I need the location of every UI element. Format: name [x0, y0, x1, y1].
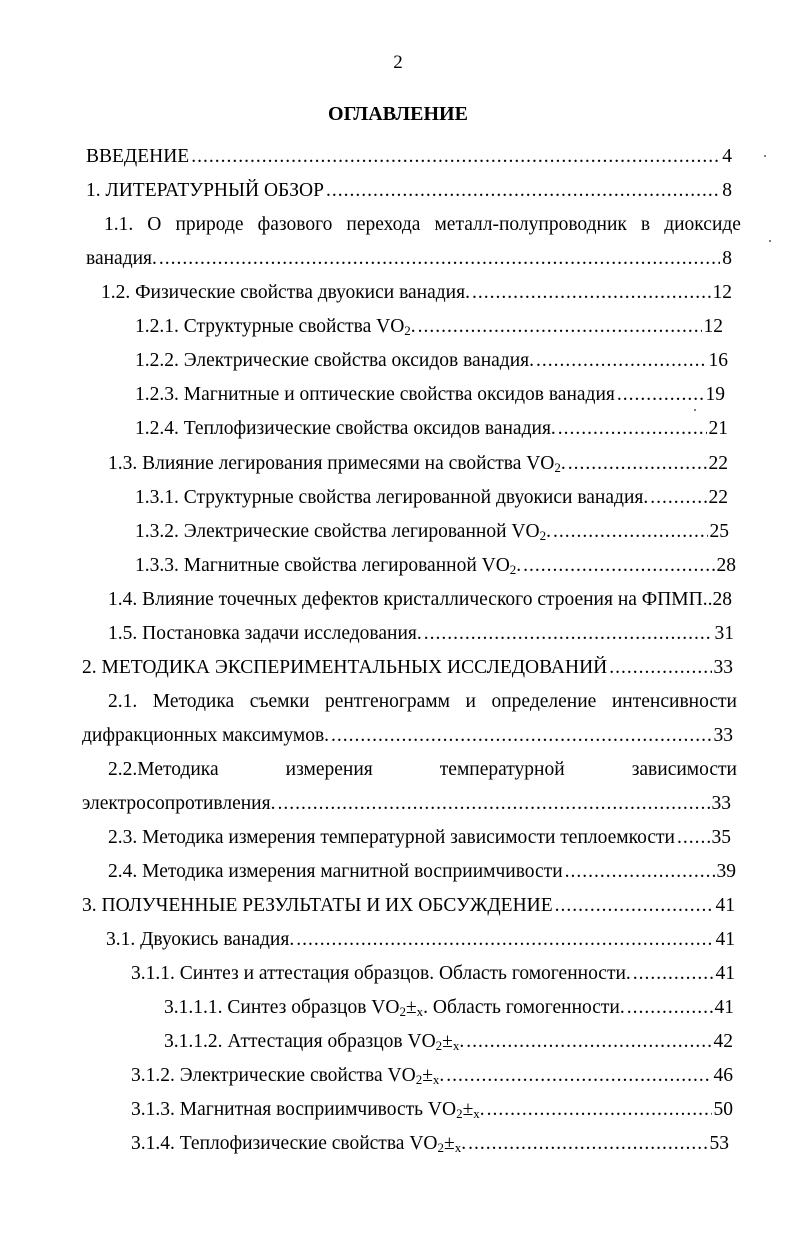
- toc-leader-dots: [468, 1131, 707, 1157]
- toc-title: ОГЛАВЛЕНИЕ: [328, 103, 468, 125]
- toc-leader-dots: [555, 893, 714, 919]
- toc-leader-dots: [487, 1097, 712, 1123]
- toc-entry-text: 1.2.4. Теплофизические свойства оксидов ванадия.: [135, 418, 556, 439]
- toc-leader-dots: [472, 280, 711, 306]
- toc-entry-text: 3.1.1.2. Аттестация образцов $VO_2\pm_x$.: [164, 1031, 465, 1053]
- toc-leader-dots: [617, 382, 704, 408]
- toc-entry-2-2-line2[interactable]: [82, 791, 731, 817]
- toc-entry-page: 33: [713, 725, 733, 746]
- toc-entry-text: 1.2.1. Структурные свойства $VO_2$.: [135, 316, 416, 338]
- toc-entry-chapter-2[interactable]: [82, 655, 733, 681]
- toc-entry-1-2-4[interactable]: [135, 416, 728, 442]
- toc-entry-page: 39: [716, 861, 736, 882]
- toc-leader-dots: [523, 553, 714, 579]
- toc-entry-text: 1.3. Влияние легирования примесями на свойства $VO_2$.: [108, 453, 566, 475]
- toc-entry-page: 41: [715, 895, 735, 916]
- toc-entry-chapter-1[interactable]: [86, 178, 732, 204]
- toc-entry-1-1-line1[interactable]: 1.1. О природе фазового перехода металл-полупроводник в диоксиде: [104, 214, 741, 235]
- toc-entry-page: 19: [705, 384, 725, 405]
- toc-entry-2-1-line1[interactable]: 2.1. Методика съемки рентгенограмм и определение интенсивности: [108, 691, 737, 712]
- toc-entry-text: дифракционных максимумов.: [82, 725, 330, 746]
- toc-entry-page: 21: [708, 418, 728, 439]
- toc-entry-1-4[interactable]: [108, 587, 738, 613]
- toc-leader-dots: [191, 144, 720, 170]
- toc-leader-dots: [159, 246, 720, 272]
- scan-speck: [694, 409, 696, 411]
- toc-entry-1-2-2[interactable]: [135, 348, 728, 374]
- toc-entry-1-2-3[interactable]: [135, 382, 725, 408]
- toc-entry-3-1-1-1[interactable]: [164, 995, 734, 1021]
- toc-leader-dots: [677, 825, 710, 851]
- toc-entry-1-3[interactable]: [108, 451, 728, 477]
- toc-entry-1-5[interactable]: [108, 621, 734, 647]
- toc-entry-text: 1.5. Постановка задачи исследования.: [108, 623, 422, 644]
- toc-leader-dots: [446, 1063, 711, 1089]
- toc-entry-text: 3.1.1.1. Синтез образцов $VO_2\pm_x$. Область гомогенности.: [164, 997, 625, 1019]
- toc-leader-dots: [553, 519, 708, 545]
- toc-entry-page: 28: [716, 555, 736, 576]
- toc-entry-chapter-3[interactable]: [82, 893, 735, 919]
- toc-entry-page: 22: [708, 487, 728, 508]
- toc-entry-page: 33: [713, 657, 733, 678]
- toc-entry-1-3-3[interactable]: [135, 553, 736, 579]
- toc-leader-dots: [536, 348, 706, 374]
- toc-entry-3-1-1-2[interactable]: [164, 1029, 733, 1055]
- toc-entry-text: 3.1.2. Электрические свойства $VO_2\pm_x$.: [131, 1065, 445, 1087]
- toc-entry-1-3-2[interactable]: [135, 519, 729, 545]
- toc-entry-text: ВВЕДЕНИЕ: [86, 146, 190, 167]
- toc-leader-dots: [466, 1029, 711, 1055]
- toc-entry-text: 3.1.4. Теплофизические свойства $VO_2\pm_x$.: [131, 1133, 467, 1155]
- toc-leader-dots: [331, 723, 711, 749]
- toc-leader-dots: [568, 451, 707, 477]
- toc-entry-text: 1. ЛИТЕРАТУРНЫЙ ОБЗОР: [86, 180, 324, 201]
- toc-leader-dots: [558, 416, 707, 442]
- toc-entry-text: 3.1.1. Синтез и аттестация образцов. Область гомогенности.: [131, 963, 631, 984]
- toc-entry-text: 2. МЕТОДИКА ЭКСПЕРИМЕНТАЛЬНЫХ ИССЛЕДОВАНИЙ: [82, 657, 608, 678]
- toc-entry-text: 1.2.2. Электрические свойства оксидов ванадия.: [135, 350, 535, 371]
- toc-entry-text: 3. ПОЛУЧЕННЫЕ РЕЗУЛЬТАТЫ И ИХ ОБСУЖДЕНИЕ: [82, 895, 553, 916]
- toc-entry-page: 4: [722, 146, 732, 167]
- scan-speck: [769, 240, 771, 242]
- toc-entry-text: 1.3.2. Электрические свойства легированной $VO_2$.: [135, 521, 551, 543]
- toc-leader-dots: [565, 859, 715, 885]
- toc-entry-page: 33: [711, 793, 731, 814]
- toc-entry-page: 25: [709, 521, 729, 542]
- toc-entry-2-4[interactable]: [108, 859, 736, 885]
- toc-leader-dots: [633, 961, 714, 987]
- toc-entry-page: 31: [714, 623, 734, 644]
- toc-entry-page: 53: [709, 1133, 729, 1154]
- toc-leader-dots: [650, 485, 706, 511]
- toc-entry-text: 3.1.3. Магнитная восприимчивость $VO_2\pm_x$.: [131, 1099, 485, 1121]
- toc-leader-dots: [296, 927, 713, 953]
- toc-entry-2-2-line1[interactable]: 2.2.Методика измерения температурной зависимости: [108, 759, 737, 780]
- scan-speck: [764, 155, 766, 157]
- toc-entry-page: 42: [713, 1031, 733, 1052]
- toc-entry-text: электросопротивления.: [82, 793, 276, 814]
- toc-entry-page: 41: [714, 997, 734, 1018]
- toc-entry-2-3[interactable]: [108, 825, 731, 851]
- toc-entry-text: 1.2. Физические свойства двуокиси ванадия.: [101, 282, 470, 303]
- toc-entry-text: 3.1. Двуокись ванадия.: [106, 929, 295, 950]
- page-number: 2: [393, 52, 403, 73]
- toc-entry-page: 12: [703, 316, 723, 337]
- toc-entry-1-1-line2[interactable]: [86, 246, 732, 272]
- toc-leader-dots: [424, 621, 713, 647]
- toc-leader-dots: [609, 655, 711, 681]
- toc-entry-1-2-1[interactable]: [135, 314, 723, 340]
- toc-entry-page: 46: [713, 1065, 733, 1086]
- toc-entry-1-3-1[interactable]: [135, 485, 728, 511]
- toc-entry-introduction[interactable]: [86, 144, 732, 170]
- toc-entry-3-1-4[interactable]: [131, 1131, 729, 1157]
- toc-entry-2-1-line2[interactable]: [82, 723, 733, 749]
- toc-entry-text: 2.3. Методика измерения температурной зависимости теплоемкости: [108, 827, 675, 848]
- toc-entry-page: 41: [715, 963, 735, 984]
- toc-entry-page: 8: [722, 180, 732, 201]
- toc-entry-text: 1.3.3. Магнитные свойства легированной $VO_2$.: [135, 555, 522, 577]
- toc-entry-1-2[interactable]: [101, 280, 732, 306]
- toc-entry-page: 8: [722, 248, 732, 269]
- toc-entry-page: 22: [708, 453, 728, 474]
- toc-entry-page: 50: [713, 1099, 733, 1120]
- toc-entry-page: 35: [711, 827, 731, 848]
- toc-leader-dots: [277, 791, 709, 817]
- toc-entry-text: 1.4. Влияние точечных дефектов кристаллического строения на ФПМП..28: [108, 589, 732, 610]
- toc-entry-3-1-3[interactable]: [131, 1097, 733, 1123]
- toc-entry-page: 16: [708, 350, 728, 371]
- toc-entry-text: 2.4. Методика измерения магнитной восприимчивости: [108, 861, 563, 882]
- toc-entry-page: 12: [712, 282, 732, 303]
- toc-entry-3-1-2[interactable]: [131, 1063, 733, 1089]
- toc-entry-text: ванадия.: [86, 248, 157, 269]
- toc-entry-3-1[interactable]: [106, 927, 735, 953]
- toc-entry-text: 1.3.1. Структурные свойства легированной двуокиси ванадия.: [135, 487, 649, 508]
- toc-leader-dots: [627, 995, 713, 1021]
- toc-entry-page: 41: [715, 929, 735, 950]
- toc-entry-3-1-1[interactable]: [131, 961, 735, 987]
- toc-leader-dots: [418, 314, 702, 340]
- toc-entry-text: 1.2.3. Магнитные и оптические свойства оксидов ванадия: [135, 384, 615, 405]
- toc-leader-dots: [326, 178, 720, 204]
